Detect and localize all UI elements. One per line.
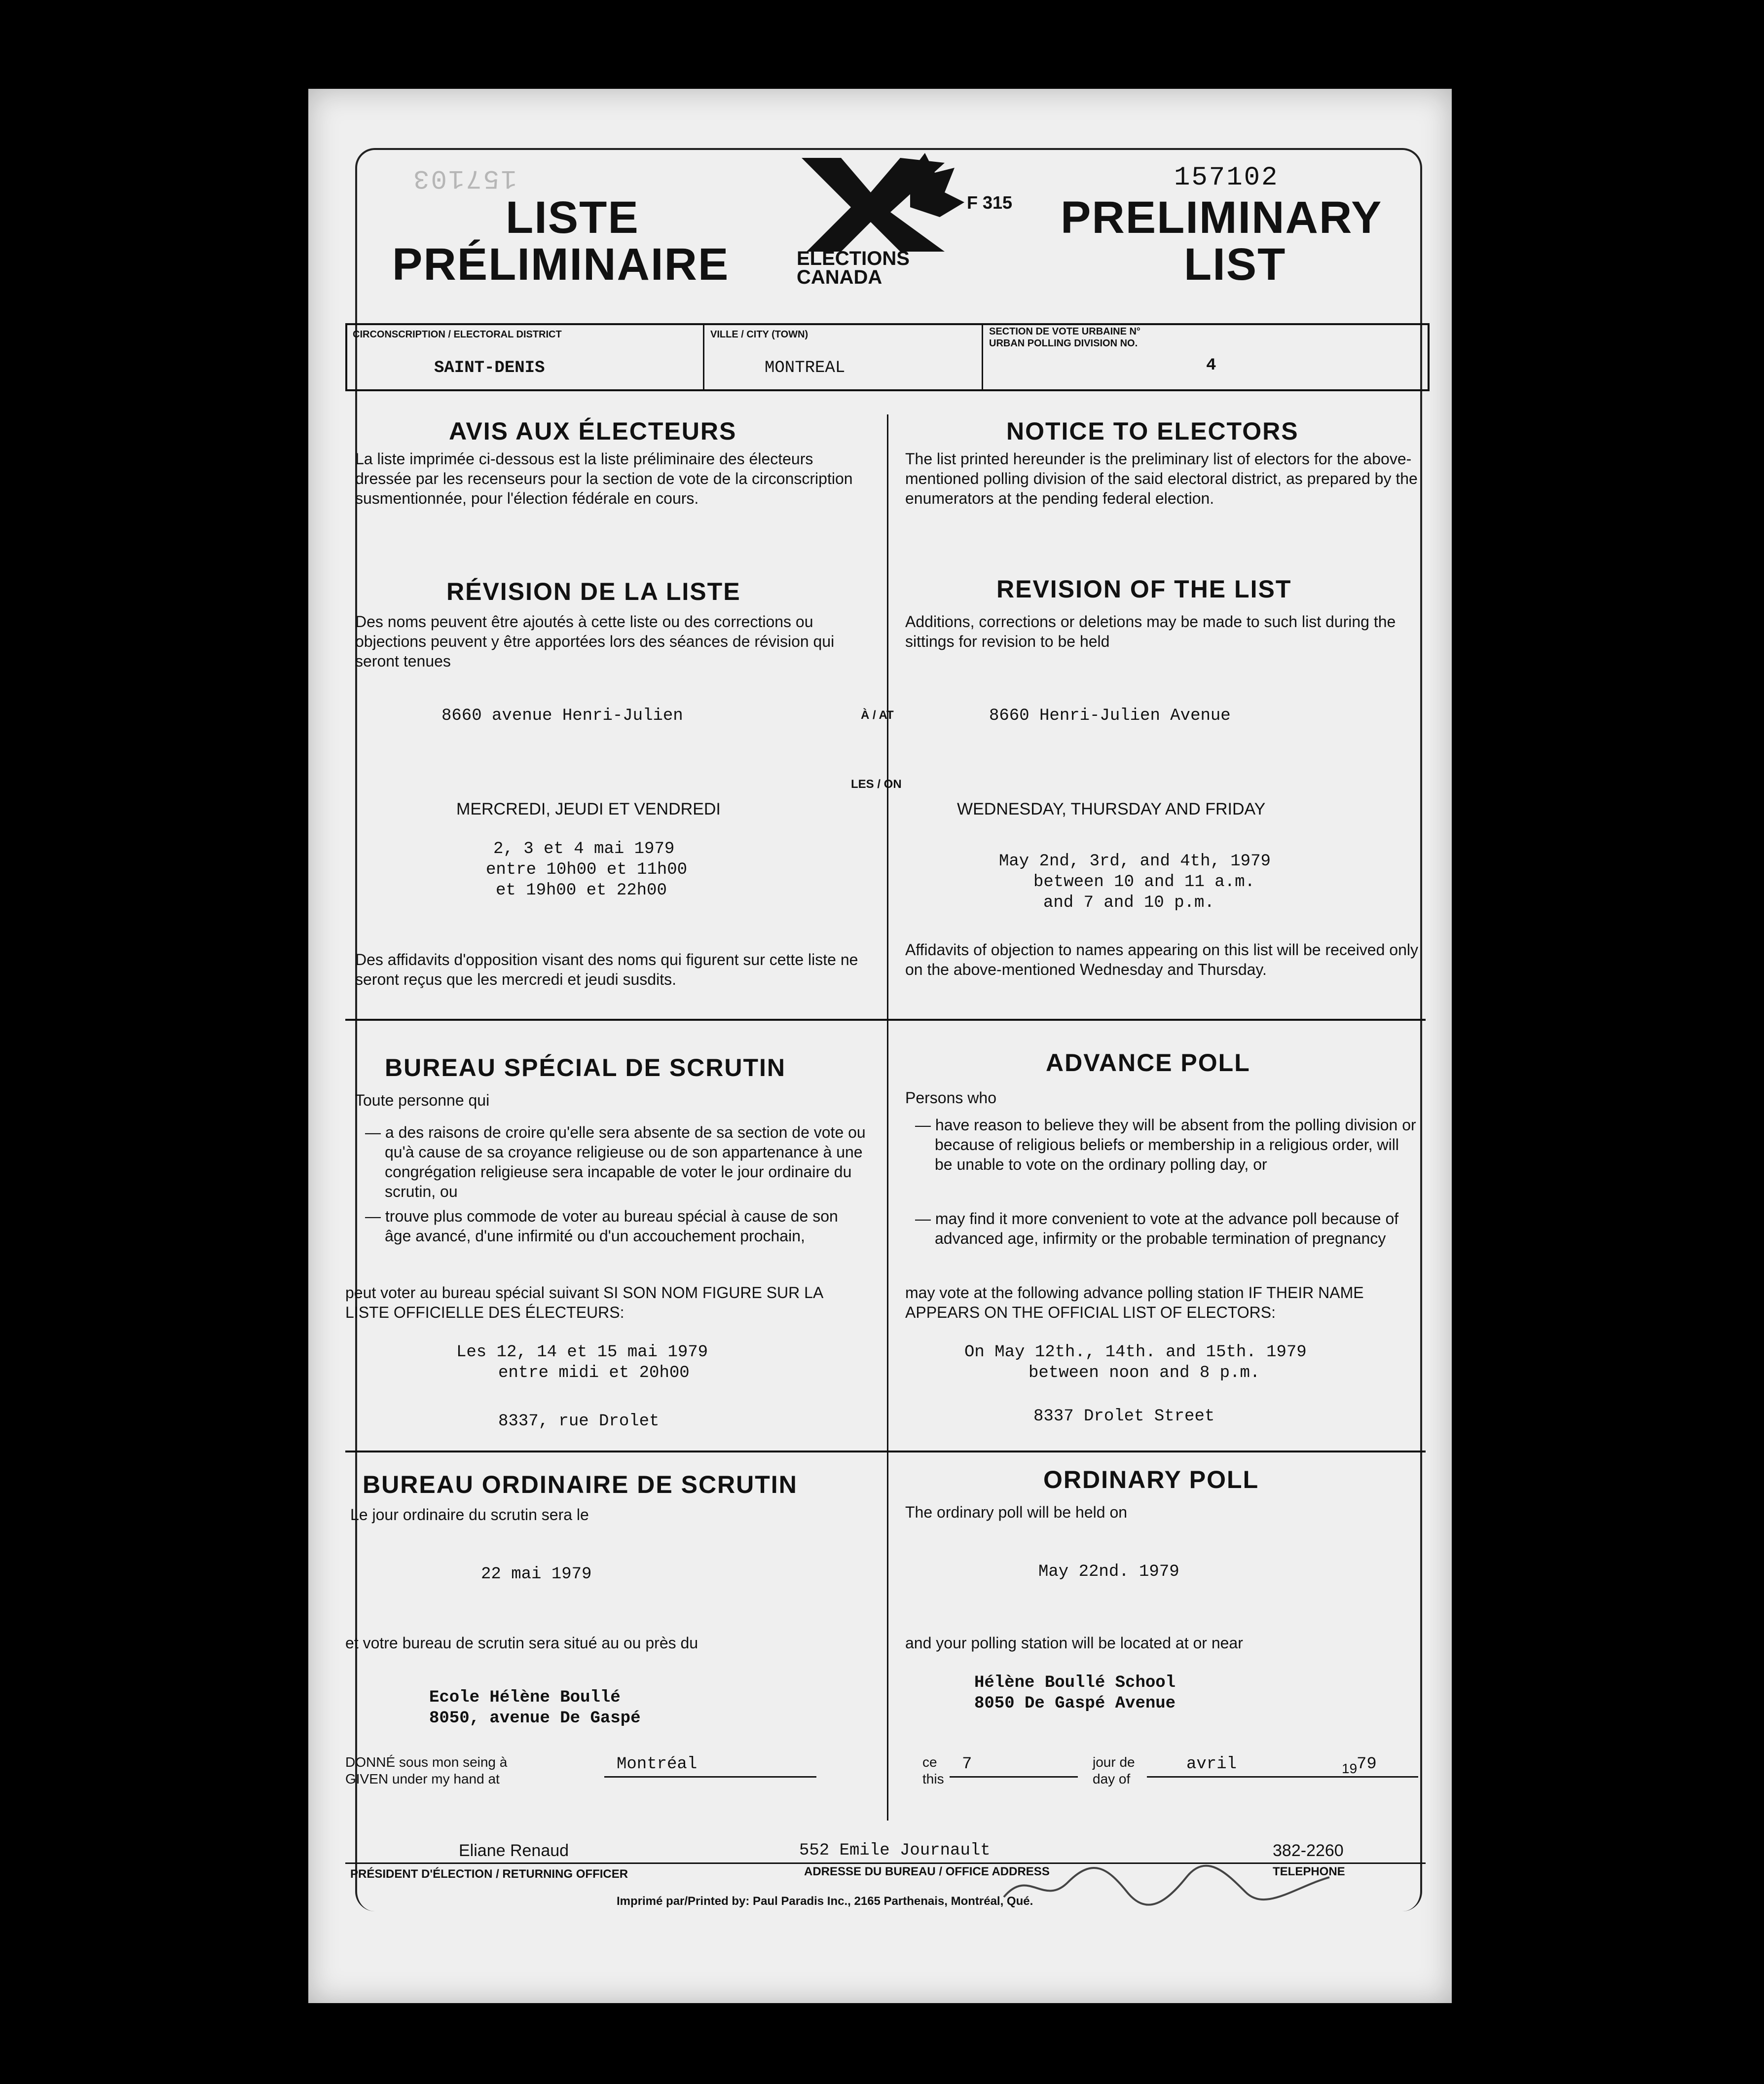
district-label: CIRCONSCRIPTION / ELECTORAL DISTRICT bbox=[353, 329, 562, 340]
en-ordinary-date: May 22nd. 1979 bbox=[1038, 1563, 1179, 1581]
place-underline bbox=[604, 1776, 816, 1778]
telephone-label: TELEPHONE bbox=[1273, 1865, 1345, 1878]
fr-revision-title: RÉVISION DE LA LISTE bbox=[446, 578, 741, 605]
fr-revision-hours2: et 19h00 et 22h00 bbox=[496, 881, 667, 900]
en-advance-address: 8337 Drolet Street bbox=[1033, 1407, 1215, 1426]
en-advance-dates: On May 12th., 14th. and 15th. 1979 bbox=[964, 1343, 1307, 1362]
en-advance-intro: Persons who bbox=[905, 1089, 996, 1107]
en-station-text: and your polling station will be located at or near bbox=[905, 1634, 1243, 1652]
signature-day: 7 bbox=[962, 1755, 972, 1774]
title-en-line2: LIST bbox=[1184, 239, 1286, 290]
en-advance-hours: between noon and 8 p.m. bbox=[1029, 1364, 1260, 1382]
title-en-line1: PRELIMINARY bbox=[1061, 192, 1383, 243]
this-label: this bbox=[922, 1771, 944, 1786]
fr-ordinary-date: 22 mai 1979 bbox=[481, 1565, 592, 1584]
fr-revision-days: MERCREDI, JEUDI ET VENDREDI bbox=[456, 800, 721, 819]
section-separator-2 bbox=[345, 1451, 1426, 1452]
fr-ordinary-intro: Le jour ordinaire du scrutin sera le bbox=[350, 1506, 589, 1524]
officer-name: Eliane Renaud bbox=[459, 1841, 569, 1860]
fr-advance-condition: peut voter au bureau spécial suivant SI SON NOM FIGURE SUR LA LISTE OFFICIELLE DES ÉLECTEURS: bbox=[345, 1284, 823, 1321]
fr-advance-item1: — a des raisons de croire qu'elle sera absente de sa section de vote ou qu'à cause de sa croyance religieuse ou de son appartenance à une congrégation religieuse sera incapable de voter le jour ordinaire du scrutin, ou bbox=[365, 1123, 866, 1200]
ce-label: ce bbox=[922, 1754, 937, 1770]
fr-station-name: Ecole Hélène Boullé bbox=[429, 1688, 621, 1707]
handwritten-signature bbox=[999, 1858, 1334, 1912]
form-code: F 315 bbox=[967, 192, 1013, 213]
fr-revision-hours1: entre 10h00 et 11h00 bbox=[486, 860, 688, 879]
section-separator-1 bbox=[345, 1019, 1426, 1021]
fr-advance-title: BUREAU SPÉCIAL DE SCRUTIN bbox=[385, 1054, 786, 1081]
document-sheet bbox=[308, 89, 1452, 2003]
printer-line: Imprimé par/Printed by: Paul Paradis Inc., 2165 Parthenais, Montréal, Qué. bbox=[617, 1895, 1033, 1908]
en-notice-text: The list printed hereunder is the preliminary list of electors for the above-mentioned polling division of the said electoral district, as prepared by the enumerators at the pending federal election. bbox=[905, 450, 1418, 507]
title-fr-line1: LISTE bbox=[506, 192, 639, 243]
fr-affidavit-text: Des affidavits d'opposition visant des noms qui figurent sur cette liste ne seront reçus que les mercredi et jeudi susdits. bbox=[355, 951, 858, 988]
en-advance-title: ADVANCE POLL bbox=[1046, 1049, 1250, 1077]
office-address-label: ADRESSE DU BUREAU / OFFICE ADDRESS bbox=[804, 1865, 1050, 1878]
jour-de-label: jour de bbox=[1093, 1754, 1135, 1770]
en-revision-hours2: and 7 and 10 p.m. bbox=[1043, 893, 1214, 912]
fr-advance-hours: entre midi et 20h00 bbox=[498, 1364, 690, 1382]
en-advance-condition: may vote at the following advance polling station IF THEIR NAME APPEARS ON THE OFFICIAL LIST OF ELECTORS: bbox=[905, 1284, 1364, 1321]
given-label-en: GIVEN under my hand at bbox=[345, 1771, 500, 1786]
given-label-fr: DONNÉ sous mon seing à bbox=[345, 1754, 508, 1770]
en-revision-days: WEDNESDAY, THURSDAY AND FRIDAY bbox=[957, 800, 1266, 819]
fr-advance-item2: — trouve plus commode de voter au bureau spécial à cause de son âge avancé, d'une infirmité ou d'un accouchement prochain, bbox=[365, 1207, 838, 1245]
signature-place: Montréal bbox=[617, 1755, 698, 1774]
logo-text-line2: CANADA bbox=[797, 266, 882, 288]
fr-advance-intro: Toute personne qui bbox=[355, 1091, 490, 1109]
en-station-address: 8050 De Gaspé Avenue bbox=[974, 1694, 1176, 1713]
district-value: SAINT-DENIS bbox=[434, 359, 545, 377]
city-label: VILLE / CITY (TOWN) bbox=[710, 329, 808, 340]
serial-number-left: 157103 bbox=[412, 163, 517, 193]
year-prefix: 19 bbox=[1342, 1761, 1358, 1776]
en-affidavit-text: Affidavits of objection to names appearing on this list will be received only on the above-mentioned Wednesday and Thursday. bbox=[905, 941, 1418, 978]
maple-x-icon bbox=[797, 153, 964, 252]
en-revision-dates: May 2nd, 3rd, and 4th, 1979 bbox=[999, 852, 1271, 871]
polling-value: 4 bbox=[1206, 356, 1216, 375]
en-advance-item2: — may find it more convenient to vote at the advance poll because of advanced age, infirmity or the probable termination of pregnancy bbox=[915, 1210, 1399, 1247]
officer-label: PRÉSIDENT D'ÉLECTION / RETURNING OFFICER bbox=[350, 1867, 628, 1881]
district-divider-2 bbox=[982, 323, 983, 390]
elections-canada-logo bbox=[797, 153, 964, 291]
fr-advance-dates: Les 12, 14 et 15 mai 1979 bbox=[456, 1343, 708, 1362]
signature-month: avril bbox=[1186, 1755, 1237, 1774]
title-fr-line2: PRÉLIMINAIRE bbox=[392, 239, 730, 290]
en-revision-text: Additions, corrections or deletions may be made to such list during the sittings for revision to be held bbox=[905, 613, 1396, 650]
logo-text-line1: ELECTIONS bbox=[797, 248, 910, 269]
en-revision-address: 8660 Henri-Julien Avenue bbox=[989, 707, 1231, 725]
fr-advance-address: 8337, rue Drolet bbox=[498, 1412, 660, 1431]
fr-ordinary-title: BUREAU ORDINAIRE DE SCRUTIN bbox=[363, 1471, 798, 1498]
office-telephone: 382-2260 bbox=[1273, 1841, 1344, 1860]
en-revision-hours1: between 10 and 11 a.m. bbox=[1033, 873, 1255, 892]
month-underline bbox=[1147, 1776, 1418, 1778]
year-suffix: 79 bbox=[1357, 1755, 1377, 1774]
fr-revision-address: 8660 avenue Henri-Julien bbox=[441, 707, 683, 725]
en-advance-item1: — have reason to believe they will be absent from the polling division or because of religious beliefs or membership in a religious order, will be unable to vote on the ordinary polling day, or bbox=[915, 1116, 1416, 1173]
label-at: À / AT bbox=[861, 708, 894, 722]
polling-label: SECTION DE VOTE URBAINE N° URBAN POLLING DIVISION NO. bbox=[989, 326, 1140, 349]
fr-revision-text: Des noms peuvent être ajoutés à cette liste ou des corrections ou objections peuvent y être apportées lors des séances de révision qui seront tenues bbox=[355, 613, 835, 670]
fr-station-text: et votre bureau de scrutin sera situé au ou près du bbox=[345, 1634, 698, 1652]
district-divider-1 bbox=[703, 323, 704, 390]
day-underline bbox=[950, 1776, 1078, 1778]
en-station-name: Hélène Boullé School bbox=[974, 1674, 1176, 1692]
en-revision-title: REVISION OF THE LIST bbox=[996, 575, 1292, 603]
city-value: MONTREAL bbox=[765, 359, 845, 377]
label-on: LES / ON bbox=[851, 778, 902, 791]
fr-notice-text: La liste imprimée ci-dessous est la liste préliminaire des électeurs dressée par les recenseurs pour la section de vote de la circonscription susmentionnée, pour l'élection fédérale en cours. bbox=[355, 450, 853, 507]
serial-number-right: 157102 bbox=[1174, 163, 1279, 193]
en-notice-title: NOTICE TO ELECTORS bbox=[1006, 417, 1299, 445]
column-divider bbox=[887, 414, 888, 1821]
en-ordinary-title: ORDINARY POLL bbox=[1043, 1466, 1259, 1493]
day-of-label: day of bbox=[1093, 1771, 1131, 1786]
en-ordinary-intro: The ordinary poll will be held on bbox=[905, 1503, 1128, 1521]
fr-notice-title: AVIS AUX ÉLECTEURS bbox=[449, 417, 737, 445]
fr-revision-dates: 2, 3 et 4 mai 1979 bbox=[493, 840, 675, 858]
office-address: 552 Emile Journault bbox=[799, 1841, 991, 1860]
fr-station-address: 8050, avenue De Gaspé bbox=[429, 1709, 641, 1728]
